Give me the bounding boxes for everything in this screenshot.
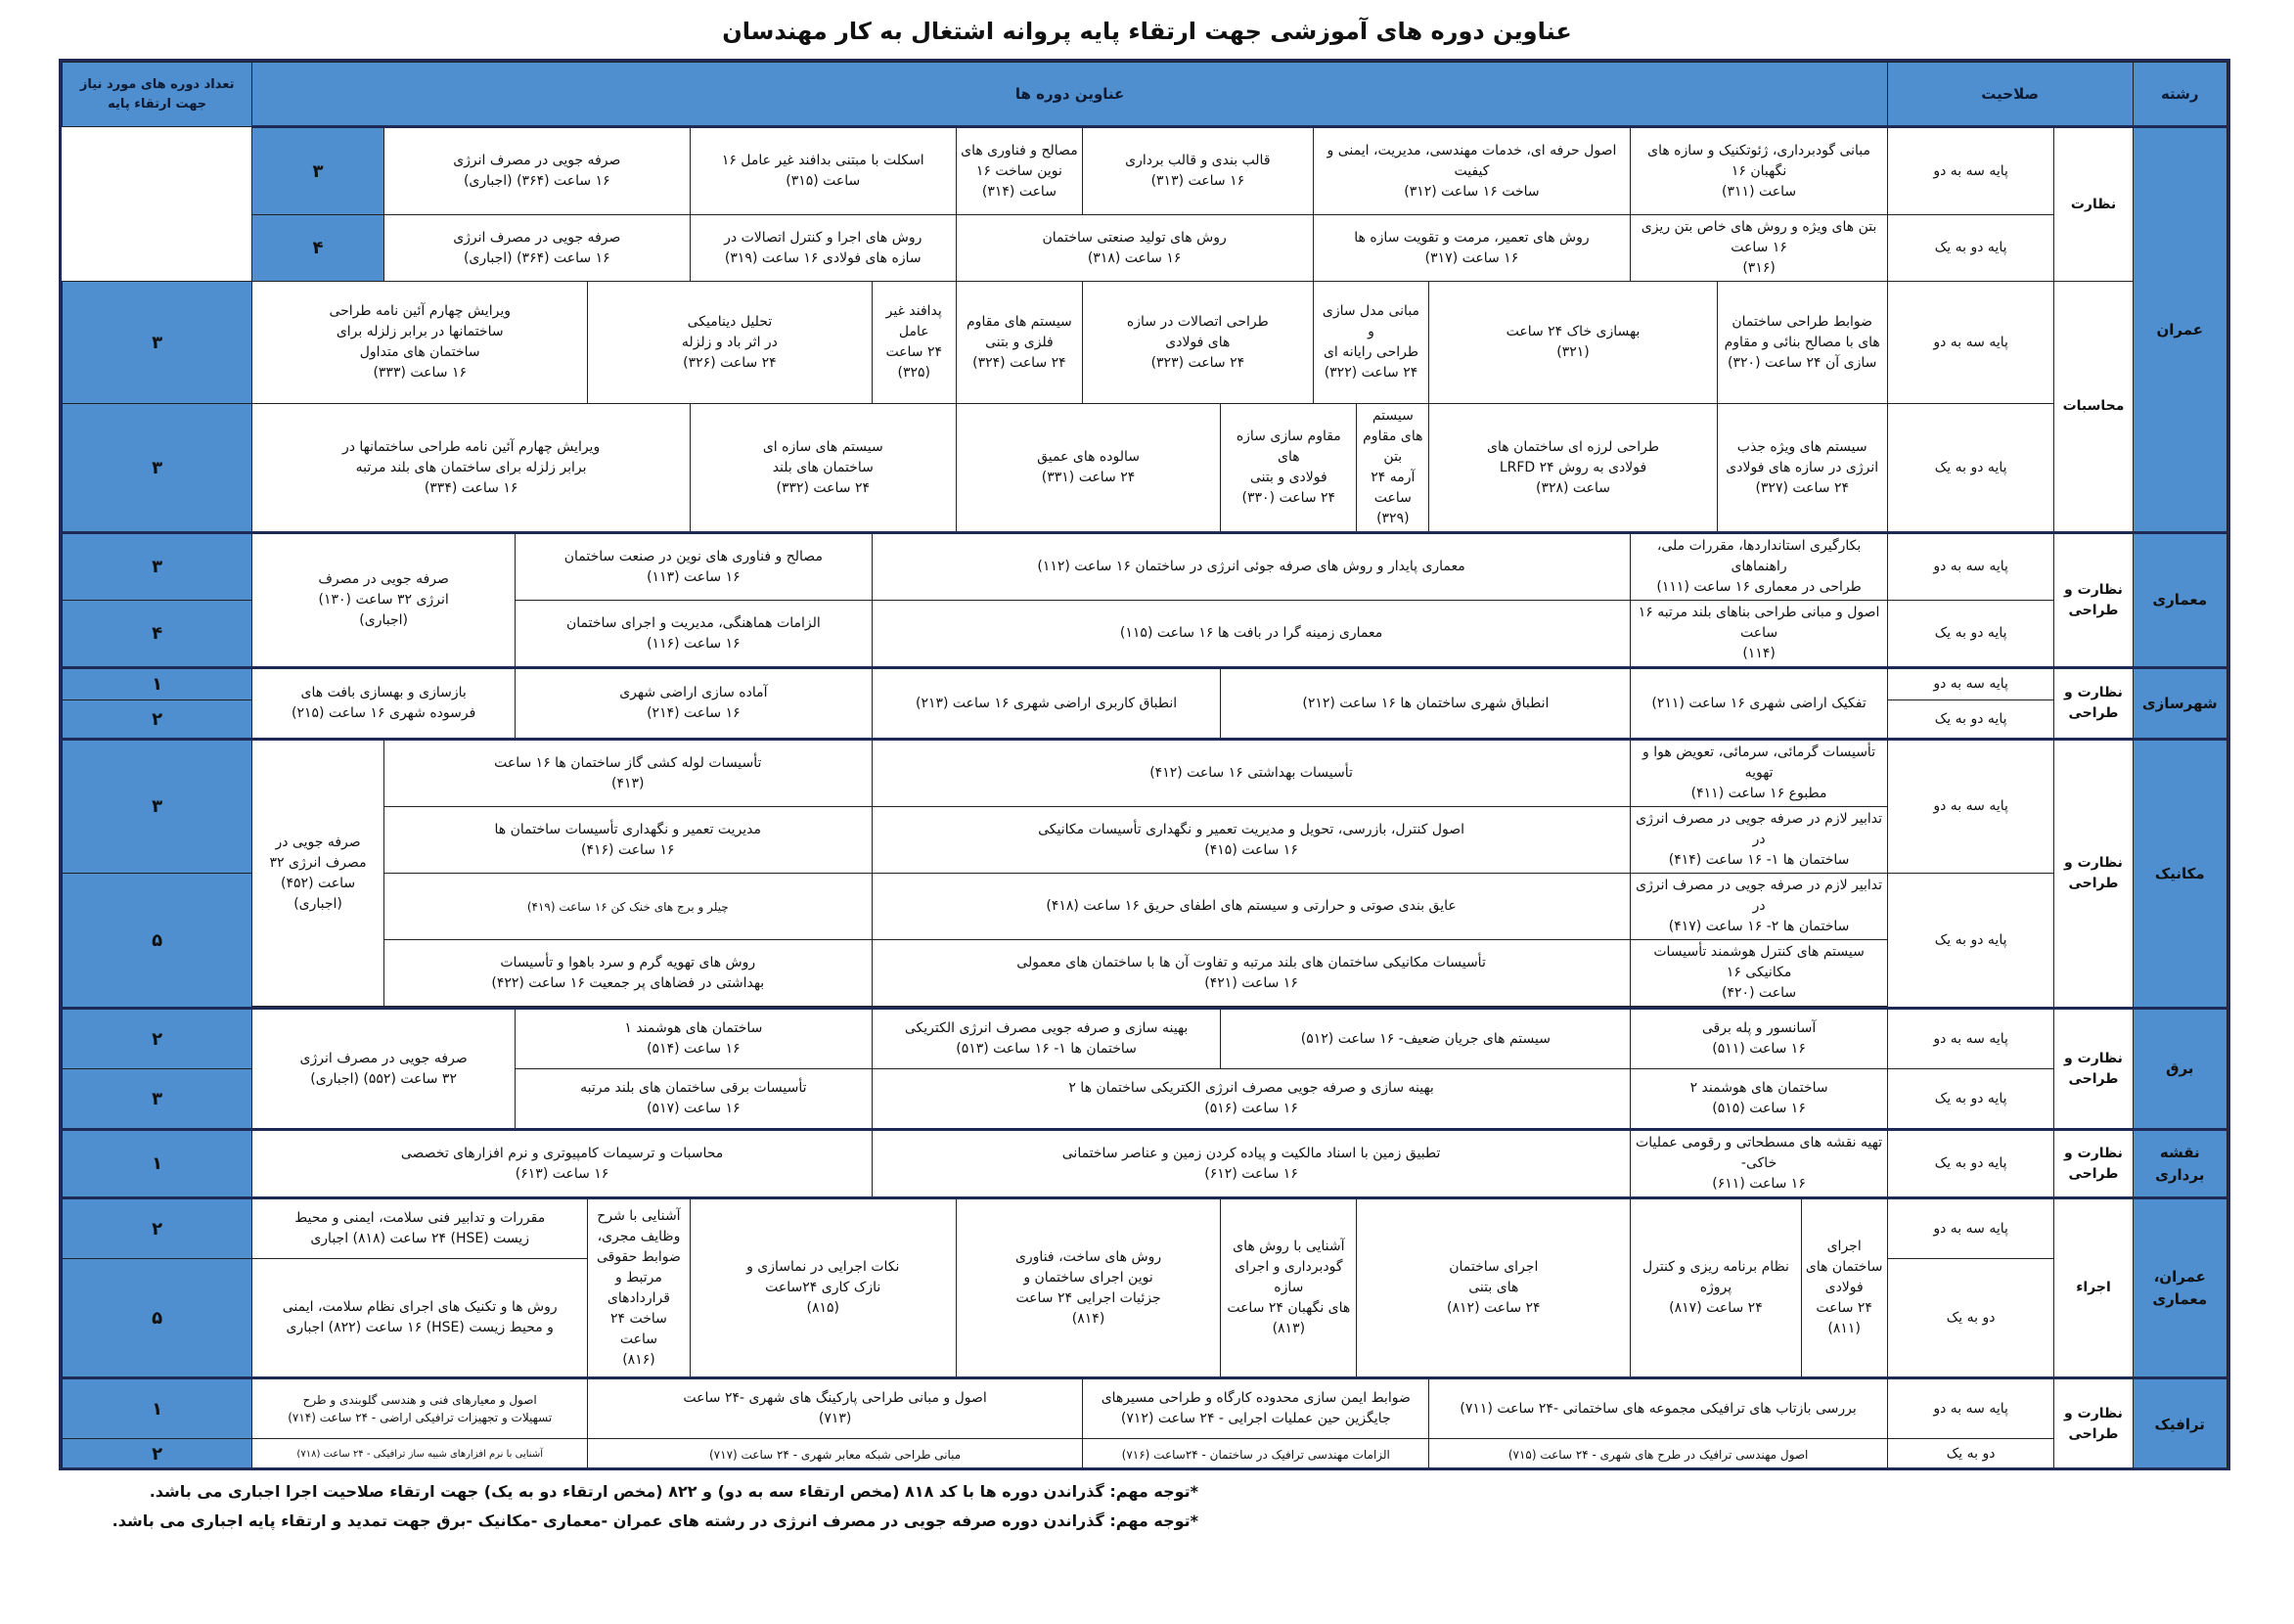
- course-215: بازسازی و بهسازی بافت های فرسوده شهری ۱۶ ساعت (۲۱۵): [252, 668, 516, 740]
- header-salahiat: صلاحیت: [1887, 63, 2133, 127]
- course-323: طراحی اتصالات در سازه های فولادی ۲۴ ساعت (۳۲۳): [1083, 282, 1313, 404]
- course-214: آماده سازی اراضی شهری ۱۶ ساعت (۲۱۴): [515, 668, 872, 740]
- level-omran-n1: پایه سه به دو: [1887, 127, 2054, 215]
- level-omran-n2: پایه دو به یک: [1887, 215, 2054, 282]
- field-omran: عمران: [2133, 127, 2227, 533]
- course-315: اسکلت با مبتنی بدافند غیر عامل ۱۶ ساعت (۳۱۵): [690, 127, 956, 215]
- salah-omran-nezarat: نظارت: [2054, 127, 2133, 282]
- course-822: روش ها و تکنیک های اجرای نظام سلامت، ایمنی و محیط زیست (HSE) ۱۶ ساعت (۸۲۲) اجباری: [252, 1259, 588, 1378]
- level-shahr-1: پایه سه به دو: [1887, 668, 2054, 700]
- level-bargh-1: پایه سه به دو: [1887, 1009, 2054, 1069]
- course-816: آشنایی با شرح وظایف مجری، ضوابط حقوقی مرتبط و قراردادهای ساخت ۲۴ ساعت (۸۱۶): [588, 1198, 691, 1378]
- course-517: تأسیسات برقی ساختمان های بلند مرتبه ۱۶ ساعت (۵۱۷): [515, 1069, 872, 1130]
- level-traffic-2: دو به یک: [1887, 1439, 2054, 1470]
- salah-shahrsazi: نظارت و طراحی: [2054, 668, 2133, 740]
- course-113: مصالح و فناوری های نوین در صنعت ساختمان ۱۶ ساعت (۱۱۳): [515, 533, 872, 601]
- course-326: تحلیل دینامیکی در اثر باد و زلزله ۲۴ ساعت (۳۲۶): [588, 282, 873, 404]
- course-414: تدابیر لازم در صرفه جویی در مصرف انرژی در ساختمان ها ۱- ۱۶ ساعت (۴۱۴): [1631, 807, 1887, 874]
- level-bargh-2: پایه دو به یک: [1887, 1069, 2054, 1130]
- course-313: قالب بندی و قالب برداری ۱۶ ساعت (۳۱۳): [1083, 127, 1313, 215]
- course-611: تهیه نقشه های مسطحاتی و رقومی عملیات خاکی- ۱۶ ساعت (۶۱۱): [1631, 1130, 1887, 1198]
- level-omran-m1: پایه سه به دو: [1887, 282, 2054, 404]
- level-mech-2: پایه دو به یک: [1887, 874, 2054, 1009]
- level-memari-1: پایه سه به دو: [1887, 533, 2054, 601]
- course-419: چیلر و برج های خنک کن ۱۶ ساعت (۴۱۹): [383, 874, 872, 940]
- count-omran-m2: ۳: [63, 404, 252, 533]
- level-mech-1: پایه سه به دو: [1887, 740, 2054, 874]
- salah-mechanic: نظارت و طراحی: [2054, 740, 2133, 1009]
- level-ejra-1: پایه سه به دو: [1887, 1198, 2054, 1259]
- courses-table: [62, 62, 2227, 1470]
- count-mech-1: ۳: [63, 740, 252, 874]
- count-ejra-1: ۲: [63, 1198, 252, 1259]
- count-traffic-2: ۲: [63, 1439, 252, 1470]
- level-ejra-2: دو به یک: [1887, 1259, 2054, 1378]
- course-421: تأسیسات مکانیکی ساختمان های بلند مرتبه و تفاوت آن ها با ساختمان های معمولی ۱۶ ساعت (۴۲۱): [872, 940, 1631, 1007]
- course-515: ساختمان های هوشمند ۲ ۱۶ ساعت (۵۱۵): [1631, 1069, 1887, 1130]
- course-416: مدیریت تعمیر و نگهداری تأسیسات ساختمان ها ۱۶ ساعت (۴۱۶): [383, 807, 872, 874]
- count-bargh-1: ۲: [63, 1009, 252, 1069]
- level-traffic-1: پایه سه به دو: [1887, 1378, 2054, 1439]
- header-count: تعداد دوره های مورد نیاز جهت ارتقاء پایه: [63, 63, 252, 127]
- course-130: صرفه جویی در مصرف انرژی ۳۲ ساعت (۱۳۰) (اجباری): [252, 533, 516, 668]
- footnotes: [44, 1477, 1198, 1537]
- course-412: تأسیسات بهداشتی ۱۶ ساعت (۴۱۲): [872, 740, 1631, 807]
- course-812: اجرای ساختمان های بتنی ۲۴ ساعت (۸۱۲): [1357, 1198, 1631, 1378]
- field-shahrsazi: شهرسازی: [2133, 668, 2227, 740]
- course-717: مبانی طراحی شبکه معابر شهری - ۲۴ ساعت (۷۱۷): [588, 1439, 1083, 1470]
- course-714: اصول و معیارهای فنی و هندسی گلوبندی و طرح تسهیلات و تجهیزات ترافیکی اراضی - ۲۴ ساعت (۷۱۴): [252, 1378, 588, 1439]
- course-711: بررسی بازتاب های ترافیکی مجموعه های ساختمانی -۲۴ ساعت (۷۱۱): [1429, 1378, 1887, 1439]
- course-516: بهینه سازی و صرفه جویی مصرف انرژی الکتریکی ساختمان ها ۲ ۱۶ ساعت (۵۱۶): [872, 1069, 1631, 1130]
- field-mechanic: مکانیک: [2133, 740, 2227, 1009]
- course-333: ویرایش چهارم آئین نامه طراحی ساختمانها در برابر زلزله برای ساختمان های متداول ۱۶ ساعت (۳۳۳): [252, 282, 588, 404]
- course-418: عایق بندی صوتی و حرارتی و سیستم های اطفای حریق ۱۶ ساعت (۴۱۸): [872, 874, 1631, 940]
- course-114: اصول و مبانی طراحی بناهای بلند مرتبه ۱۶ ساعت (۱۱۴): [1631, 601, 1887, 668]
- course-316: بتن های ویژه و روش های خاص بتن ریزی ۱۶ ساعت (۳۱۶): [1631, 215, 1887, 282]
- course-512: سیستم های جریان ضعیف- ۱۶ ساعت (۵۱۲): [1221, 1009, 1631, 1069]
- course-612: تطبیق زمین با اسناد مالکیت و پیاده کردن زمین و عناصر ساختمانی ۱۶ ساعت (۶۱۲): [872, 1130, 1631, 1198]
- course-312: اصول حرفه ای، خدمات مهندسی، مدیریت، ایمنی و کیفیت ساخت ۱۶ ساعت (۳۱۲): [1313, 127, 1631, 215]
- salah-omran-mohasebat: محاسبات: [2054, 282, 2133, 533]
- course-452: صرفه جویی در مصرف انرژی ۳۲ ساعت (۴۵۲) (اجباری): [252, 740, 383, 1007]
- course-321: بهسازی خاک ۲۴ ساعت (۳۲۱): [1429, 282, 1717, 404]
- course-364: صرفه جویی در مصرف انرژی ۱۶ ساعت (۳۶۴) (اجباری): [383, 127, 690, 215]
- course-116: الزامات هماهنگی، مدیریت و اجرای ساختمان ۱۶ ساعت (۱۱۶): [515, 601, 872, 668]
- count-omran-m1: ۳: [63, 282, 252, 404]
- course-329: سیستم های مقاوم بتن آرمه ۲۴ ساعت (۳۲۹): [1357, 404, 1429, 533]
- field-omran-memari: عمران، معماری: [2133, 1198, 2227, 1378]
- count-omran-n2: ۴: [252, 215, 383, 282]
- course-817: نظام برنامه ریزی و کنترل پروژه ۲۴ ساعت (۸۱۷): [1631, 1198, 1801, 1378]
- course-713: اصول و مبانی طراحی پارکینگ های شهری -۲۴ ساعت (۷۱۳): [588, 1378, 1083, 1439]
- course-317: روش های تعمیر، مرمت و تقویت سازه ها ۱۶ ساعت (۳۱۷): [1313, 215, 1631, 282]
- course-314: مصالح و فناوری های نوین ساخت ۱۶ ساعت (۳۱۴): [956, 127, 1082, 215]
- count-mech-2: ۵: [63, 874, 252, 1009]
- course-511: آسانسور و پله برقی ۱۶ ساعت (۵۱۱): [1631, 1009, 1887, 1069]
- course-415: اصول کنترل، بازرسی، تحویل و مدیریت تعمیر و نگهداری تأسیسات مکانیکی ۱۶ ساعت (۴۱۵): [872, 807, 1631, 874]
- course-417: تدابیر لازم در صرفه جویی در مصرف انرژی در ساختمان ها ۲- ۱۶ ساعت (۴۱۷): [1631, 874, 1887, 940]
- course-513: بهینه سازی و صرفه جویی مصرف انرژی الکتریکی ساختمان ها ۱- ۱۶ ساعت (۵۱۳): [872, 1009, 1221, 1069]
- level-memari-2: پایه دو به یک: [1887, 601, 2054, 668]
- course-813: آشنایی با روش های گودبرداری و اجرای سازه های نگهبان ۲۴ ساعت (۸۱۳): [1221, 1198, 1357, 1378]
- course-411: تأسیسات گرمائی، سرمائی، تعویض هوا و تهویه مطبوع ۱۶ ساعت (۴۱۱): [1631, 740, 1887, 807]
- count-shahr-1: ۱: [63, 668, 252, 700]
- course-814: روش های ساخت، فناوری نوین اجرای ساختمان و جزئیات اجرایی ۲۴ ساعت (۸۱۴): [956, 1198, 1221, 1378]
- courses-table-frame: [59, 59, 2230, 1470]
- count-traffic-1: ۱: [63, 1378, 252, 1439]
- level-shahr-2: پایه دو به یک: [1887, 700, 2054, 740]
- course-715: اصول مهندسی ترافیک در طرح های شهری - ۲۴ ساعت (۷۱۵): [1429, 1439, 1887, 1470]
- salah-naghshe: نظارت و طراحی: [2054, 1130, 2133, 1198]
- course-115: معماری زمینه گرا در بافت ها ۱۶ ساعت (۱۱۵): [872, 601, 1631, 668]
- count-naghshe: ۱: [63, 1130, 252, 1198]
- field-naghshebardari: نقشه برداری: [2133, 1130, 2227, 1198]
- course-330: مقاوم سازی سازه های فولادی و بتنی ۲۴ ساعت (۳۳۰): [1221, 404, 1357, 533]
- course-364b: صرفه جویی در مصرف انرژی ۱۶ ساعت (۳۶۴) (اجباری): [383, 215, 690, 282]
- course-325: پدافند غیر عامل ۲۴ ساعت (۳۲۵): [872, 282, 956, 404]
- note-818-822: *توجه مهم: گذراندن دوره ها با کد ۸۱۸ (مخص ارتقاء سه به دو) و ۸۲۲ (مخص ارتقاء دو به یک) جهت ارتقاء صلاحیت اجرا اجباری می باشد.: [149, 1482, 1198, 1501]
- salah-terafik: نظارت و طراحی: [2054, 1378, 2133, 1470]
- count-memari-1: ۳: [63, 533, 252, 601]
- course-413: تأسیسات لوله کشی گاز ساختمان ها ۱۶ ساعت (۴۱۳): [383, 740, 872, 807]
- header-course-titles: عناوین دوره ها: [252, 63, 1887, 127]
- course-332: سیستم های سازه ای ساختمان های بلند ۲۴ ساعت (۳۳۲): [690, 404, 956, 533]
- course-552: صرفه جویی در مصرف انرژی ۳۲ ساعت (۵۵۲) (اجباری): [252, 1009, 516, 1130]
- course-328: طراحی لرزه ای ساختمان های فولادی به روش LRFD ۲۴ ساعت (۳۲۸): [1429, 404, 1717, 533]
- field-memari: معماری: [2133, 533, 2227, 668]
- level-naghshe: پایه دو به یک: [1887, 1130, 2054, 1198]
- course-718: آشنایی با نرم افزارهای شبیه ساز ترافیکی - ۲۴ ساعت (۷۱۸): [252, 1439, 588, 1470]
- count-bargh-2: ۳: [63, 1069, 252, 1130]
- course-811: اجرای ساختمان های فولادی ۲۴ ساعت (۸۱۱): [1801, 1198, 1887, 1378]
- course-212: انطباق شهری ساختمان ها ۱۶ ساعت (۲۱۲): [1221, 668, 1631, 740]
- course-422: روش های تهویه گرم و سرد باهوا و تأسیسات بهداشتی در فضاهای پر جمعیت ۱۶ ساعت (۴۲۲): [383, 940, 872, 1007]
- count-memari-2: ۴: [63, 601, 252, 668]
- note-energy: *توجه مهم: گذراندن دوره صرفه جویی در مصرف انرژی در رشته های عمران -معماری -مکانیک -برق جهت تمدید و ارتقاء پایه اجباری می باشد.: [112, 1511, 1198, 1531]
- salah-bargh: نظارت و طراحی: [2054, 1009, 2133, 1130]
- course-420: سیستم های کنترل هوشمند تأسیسات مکانیکی ۱۶ ساعت (۴۲۰): [1631, 940, 1887, 1007]
- count-ejra-2: ۵: [63, 1259, 252, 1378]
- course-318: روش های تولید صنعتی ساختمان ۱۶ ساعت (۳۱۸): [956, 215, 1313, 282]
- level-omran-m2: پایه دو به یک: [1887, 404, 2054, 533]
- course-211: تفکیک اراضی شهری ۱۶ ساعت (۲۱۱): [1631, 668, 1887, 740]
- course-320: ضوابط طراحی ساختمان های با مصالح بنائی و مقاوم سازی آن ۲۴ ساعت (۳۲۰): [1717, 282, 1887, 404]
- course-327: سیستم های ویژه جذب انرژی در سازه های فولادی ۲۴ ساعت (۳۲۷): [1717, 404, 1887, 533]
- page-title: عناوین دوره های آموزشی جهت ارتقاء پایه پروانه اشتغال به کار مهندسان: [722, 18, 1572, 45]
- course-716: الزامات مهندسی ترافیک در ساختمان - ۲۴ساعت (۷۱۶): [1083, 1439, 1429, 1470]
- field-terafik: ترافیک: [2133, 1378, 2227, 1470]
- course-613: محاسبات و ترسیمات کامپیوتری و نرم افزارهای تخصصی ۱۶ ساعت (۶۱۳): [252, 1130, 872, 1198]
- count-omran-n1: ۳: [252, 127, 383, 215]
- course-331: سالوده های عمیق ۲۴ ساعت (۳۳۱): [956, 404, 1221, 533]
- course-324: سیستم های مقاوم فلزی و بتنی ۲۴ ساعت (۳۲۴): [956, 282, 1082, 404]
- course-712: ضوابط ایمن سازی محدوده کارگاه و طراحی مسیرهای جایگزین حین عملیات اجرایی - ۲۴ ساعت (۷۱۲): [1083, 1378, 1429, 1439]
- course-815: نکات اجرایی در نماسازی و نازک کاری ۲۴ساعت (۸۱۵): [690, 1198, 956, 1378]
- course-311: مبانی گودبرداری، ژئوتکنیک و سازه های نگهبان ۱۶ ساعت (۳۱۱): [1631, 127, 1887, 215]
- salah-ejra: اجراء: [2054, 1198, 2133, 1378]
- course-818: مقررات و تدابیر فنی سلامت، ایمنی و محیط زیست (HSE) ۲۴ ساعت (۸۱۸) اجباری: [252, 1198, 588, 1259]
- course-319: روش های اجرا و کنترل اتصالات در سازه های فولادی ۱۶ ساعت (۳۱۹): [690, 215, 956, 282]
- course-111: بکارگیری استانداردها، مقررات ملی، راهنماهای طراحی در معماری ۱۶ ساعت (۱۱۱): [1631, 533, 1887, 601]
- course-213: انطباق کاربری اراضی شهری ۱۶ ساعت (۲۱۳): [872, 668, 1221, 740]
- course-334: ویرایش چهارم آئین نامه طراحی ساختمانها در برابر زلزله برای ساختمان های بلند مرتبه ۱۶ ساعت (۳۳۴): [252, 404, 690, 533]
- course-322: مبانی مدل سازی و طراحی رایانه ای ۲۴ ساعت (۳۲۲): [1313, 282, 1429, 404]
- course-514: ساختمان های هوشمند ۱ ۱۶ ساعت (۵۱۴): [515, 1009, 872, 1069]
- salah-memari: نظارت و طراحی: [2054, 533, 2133, 668]
- count-shahr-2: ۲: [63, 700, 252, 740]
- field-bargh: برق: [2133, 1009, 2227, 1130]
- course-112: معماری پایدار و روش های صرفه جوئی انرژی در ساختمان ۱۶ ساعت (۱۱۲): [872, 533, 1631, 601]
- header-field: رشته: [2133, 63, 2227, 127]
